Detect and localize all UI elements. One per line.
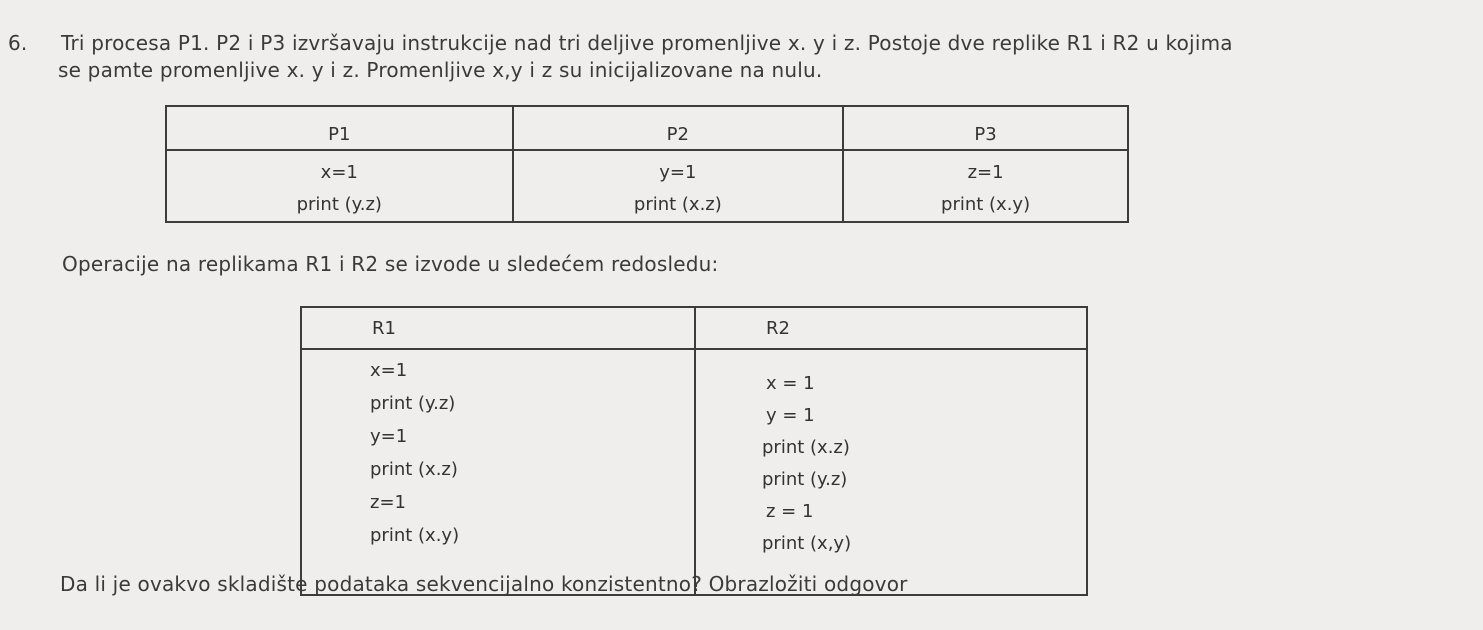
- p1-op-1: x=1: [320, 162, 358, 183]
- question-line-2: se pamte promenljive x. y i z. Promenljive x,y i z su inicijalizovane na nulu.: [58, 58, 823, 82]
- r2-op-5: z = 1: [766, 501, 814, 522]
- header-r1: R1: [301, 307, 695, 349]
- r1-op-1: x=1: [370, 360, 408, 381]
- process-table: [165, 105, 1129, 223]
- cell-p3: [843, 150, 1128, 222]
- r1-op-4: print (x.z): [370, 459, 458, 480]
- p3-op-1: z=1: [967, 162, 1004, 183]
- r1-op-3: y=1: [370, 426, 408, 447]
- p2-op-2: print (x.z): [633, 194, 722, 215]
- question-number: 6.: [8, 31, 28, 55]
- r2-op-1: x = 1: [766, 373, 815, 394]
- header-r2: R2: [695, 307, 1087, 349]
- cell-p2: [513, 150, 844, 222]
- r2-op-3: print (x.z): [762, 437, 850, 458]
- replica-table-row: [301, 349, 1087, 595]
- r1-op-2: print (y.z): [370, 393, 456, 414]
- r1-op-6: print (x.y): [370, 525, 460, 546]
- question-text-1: Tri procesa P1. P2 i P3 izvršavaju instrukcije nad tri deljive promenljive x. y i z. Postoje dve replike R1 i R2 u kojima: [61, 31, 1233, 55]
- r1-op-5: z=1: [370, 492, 406, 513]
- replica-table-header: [301, 307, 1087, 349]
- header-p3: P3: [843, 106, 1128, 150]
- closing-question: Da li je ovakvo skladište podataka sekvencijalno konzistentno? Obrazložiti odgovor: [60, 572, 908, 596]
- process-table-row: [166, 150, 1128, 222]
- header-p2: P2: [513, 106, 844, 150]
- r2-op-6: print (x,y): [762, 533, 852, 554]
- question-line-1: [8, 31, 1233, 55]
- cell-r2: [695, 349, 1087, 595]
- r2-op-4: print (y.z): [762, 469, 848, 490]
- r2-op-2: y = 1: [766, 405, 815, 426]
- header-p1: P1: [166, 106, 513, 150]
- cell-r1: [301, 349, 695, 595]
- cell-p1: [166, 150, 513, 222]
- p1-op-2: print (y.z): [296, 194, 382, 215]
- process-table-header: [166, 106, 1128, 150]
- operations-intro: Operacije na replikama R1 i R2 se izvode u sledećem redosledu:: [62, 252, 719, 276]
- p2-op-1: y=1: [659, 162, 697, 183]
- replica-table: [300, 306, 1088, 596]
- p3-op-2: print (x.y): [941, 194, 1031, 215]
